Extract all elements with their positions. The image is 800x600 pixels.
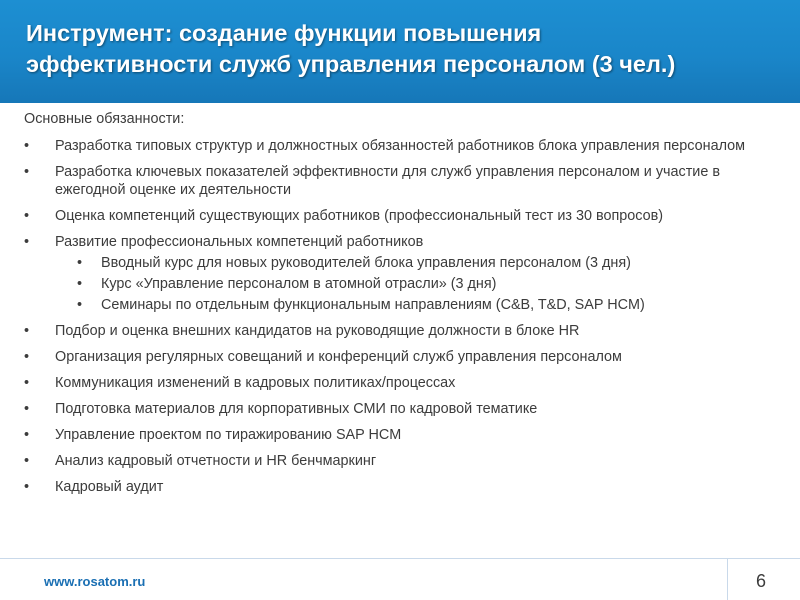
slide-content (24, 110, 769, 504)
list-item-text: Подготовка материалов для корпоративных СМИ по кадровой тематике (55, 401, 538, 417)
sub-list-item (55, 275, 769, 293)
list-item-text: Подбор и оценка внешних кандидатов на руководящие должности в блоке HR (55, 323, 580, 339)
bullet-icon: • (24, 427, 30, 443)
bullet-icon: • (77, 297, 83, 313)
bullet-icon: • (24, 323, 30, 339)
footer-url-link[interactable]: www.rosatom.ru (44, 574, 146, 589)
bullet-icon: • (24, 349, 30, 365)
list-item (24, 478, 769, 496)
list-item-text: Оценка компетенций существующих работников (профессиональный тест из 30 вопросов) (55, 208, 664, 224)
list-item (24, 233, 769, 314)
bullet-icon: • (77, 276, 83, 292)
bullet-icon: • (24, 479, 30, 495)
list-item (24, 348, 769, 366)
list-item (24, 207, 769, 225)
bullet-icon: • (24, 401, 30, 417)
sub-list-item-text: Курс «Управление персоналом в атомной отрасли» (3 дня) (101, 276, 497, 292)
sub-list-item (55, 296, 769, 314)
list-item (24, 452, 769, 470)
sub-list-item-text: Семинары по отдельным функциональным направлениям (C&B, T&D, SAP HCM) (101, 297, 645, 313)
intro-text: Основные обязанности: (24, 111, 185, 127)
list-item (24, 163, 769, 199)
bullet-icon: • (77, 255, 83, 271)
list-item-text: Разработка ключевых показателей эффективности для служб управления персоналом и участие в ежегодной оценке их деятельности (55, 164, 720, 198)
bullet-icon: • (24, 164, 30, 180)
footer-divider (0, 558, 800, 559)
responsibilities-list (24, 137, 769, 496)
bullet-icon: • (24, 138, 30, 154)
bullet-icon: • (24, 453, 30, 469)
list-item-text: Анализ кадровый отчетности и HR бенчмаркинг (55, 453, 377, 469)
list-item (24, 137, 769, 155)
list-item-text: Кадровый аудит (55, 479, 164, 495)
bullet-icon: • (24, 375, 30, 391)
list-item-text: Развитие профессиональных компетенций работников (55, 234, 424, 250)
slide-title: Инструмент: создание функции повышения эффективности служб управления персоналом (3 чел.) (26, 20, 676, 77)
title-bar (0, 0, 800, 103)
list-item-text: Управление проектом по тиражированию SAP HCM (55, 427, 402, 443)
sub-list-item-text: Вводный курс для новых руководителей блока управления персоналом (3 дня) (101, 255, 631, 271)
list-item-text: Коммуникация изменений в кадровых политиках/процессах (55, 375, 456, 391)
sub-list (55, 254, 769, 314)
sub-list-item (55, 254, 769, 272)
list-item (24, 400, 769, 418)
bullet-icon: • (24, 208, 30, 224)
list-item (24, 426, 769, 444)
footer-separator (727, 558, 728, 600)
list-item-text: Организация регулярных совещаний и конференций служб управления персоналом (55, 349, 622, 365)
bullet-icon: • (24, 234, 30, 250)
list-item-text: Разработка типовых структур и должностных обязанностей работников блока управления персоналом (55, 138, 746, 154)
list-item (24, 322, 769, 340)
page-number: 6 (756, 571, 767, 591)
list-item (24, 374, 769, 392)
